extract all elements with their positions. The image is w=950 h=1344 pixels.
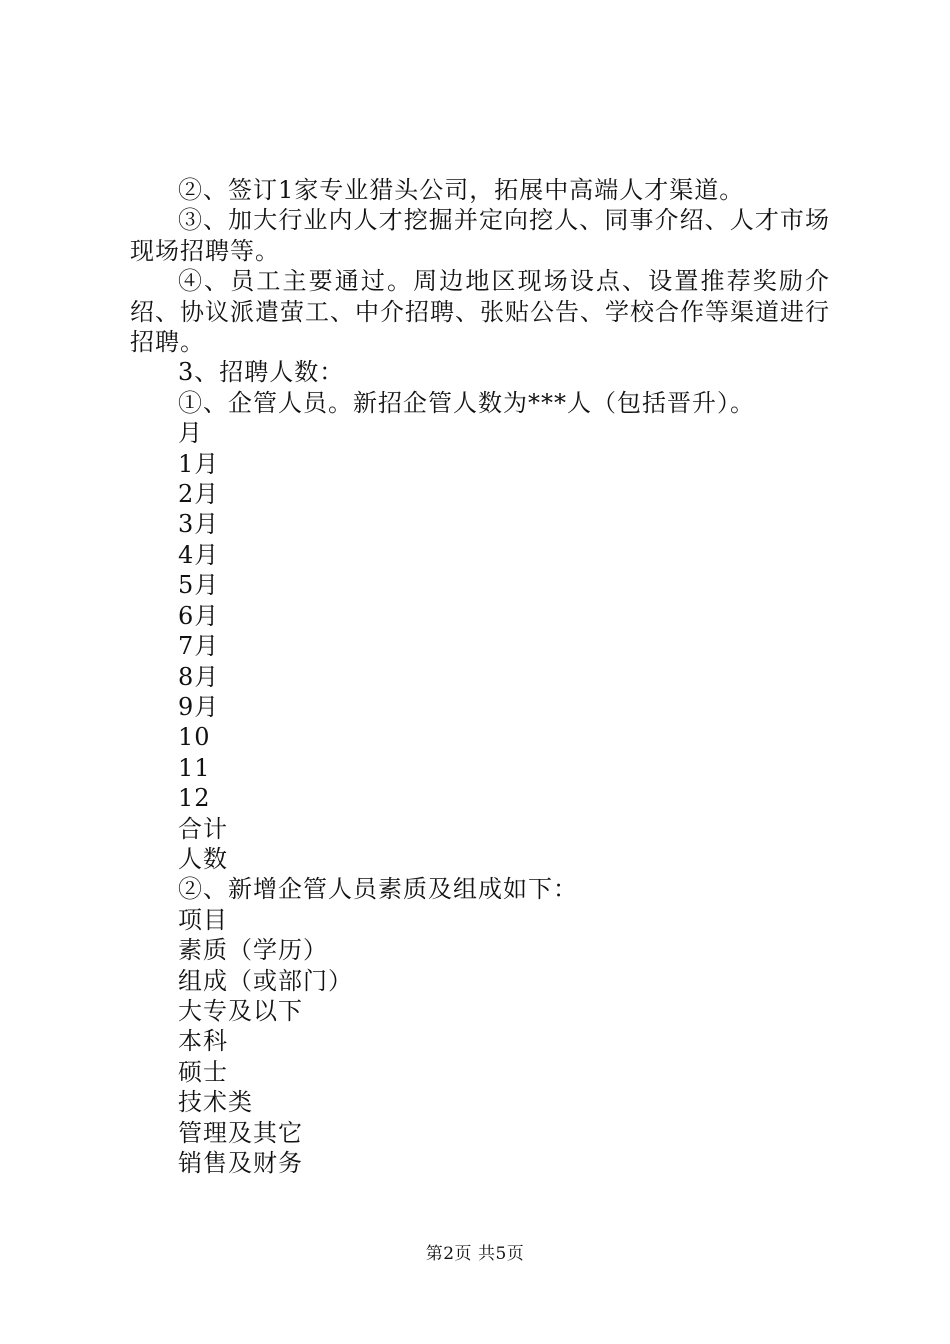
document-body: [130, 175, 830, 1178]
paragraph-talent-mining: ③、加大行业内人才挖掘并定向挖人、同事介绍、人才市场现场招聘等。: [130, 206, 830, 265]
month-list-item: 12: [178, 784, 211, 813]
section-2-title: ②、新增企管人员素质及组成如下：: [178, 875, 578, 904]
composition-list-item: 本科: [178, 1027, 228, 1056]
month-list-item: 人数: [178, 844, 228, 873]
month-list-item: 8月: [178, 662, 220, 691]
paragraph-headhunter: ②、签订1家专业猎头公司，拓展中高端人才渠道。: [178, 176, 745, 204]
month-list: [130, 418, 830, 874]
paragraph-recruit-count-heading: 3、招聘人数：: [178, 358, 345, 387]
composition-list-item: 大专及以下: [178, 996, 303, 1025]
month-list-item: 1月: [178, 449, 220, 478]
paragraph-employee-channels: ④、员工主要通过。周边地区现场设点、设置推荐奖励介绍、协议派遣萤工、中介招聘、张贴公告、学校合作等渠道进行招聘。: [130, 267, 830, 357]
composition-list-item: 素质（学历）: [178, 936, 328, 965]
month-list-item: 合计: [178, 814, 228, 843]
month-list-item: 11: [178, 753, 211, 782]
month-list-item: 3月: [178, 510, 220, 539]
month-list-item: 5月: [178, 571, 220, 600]
month-list-item: 10: [178, 723, 211, 752]
composition-list-item: 技术类: [178, 1088, 253, 1117]
composition-list-item: 销售及财务: [178, 1149, 303, 1177]
month-list-item: 6月: [178, 601, 220, 630]
month-list-item: 2月: [178, 480, 220, 509]
composition-list-item: 项目: [178, 905, 228, 934]
month-list-item: 7月: [178, 632, 220, 661]
page-number-footer: 第2页 共5页: [425, 1244, 525, 1264]
composition-list-item: 硕士: [178, 1057, 228, 1086]
month-list-item: 9月: [178, 692, 220, 721]
paragraph-management-staff: ①、企管人员。新招企管人数为***人（包括晋升）。: [178, 388, 755, 417]
composition-list-item: 组成（或部门）: [178, 966, 353, 995]
month-list-item: 4月: [178, 540, 220, 569]
composition-list: [130, 905, 830, 1179]
composition-list-item: 管理及其它: [178, 1118, 303, 1147]
month-list-item: 月: [178, 419, 203, 448]
